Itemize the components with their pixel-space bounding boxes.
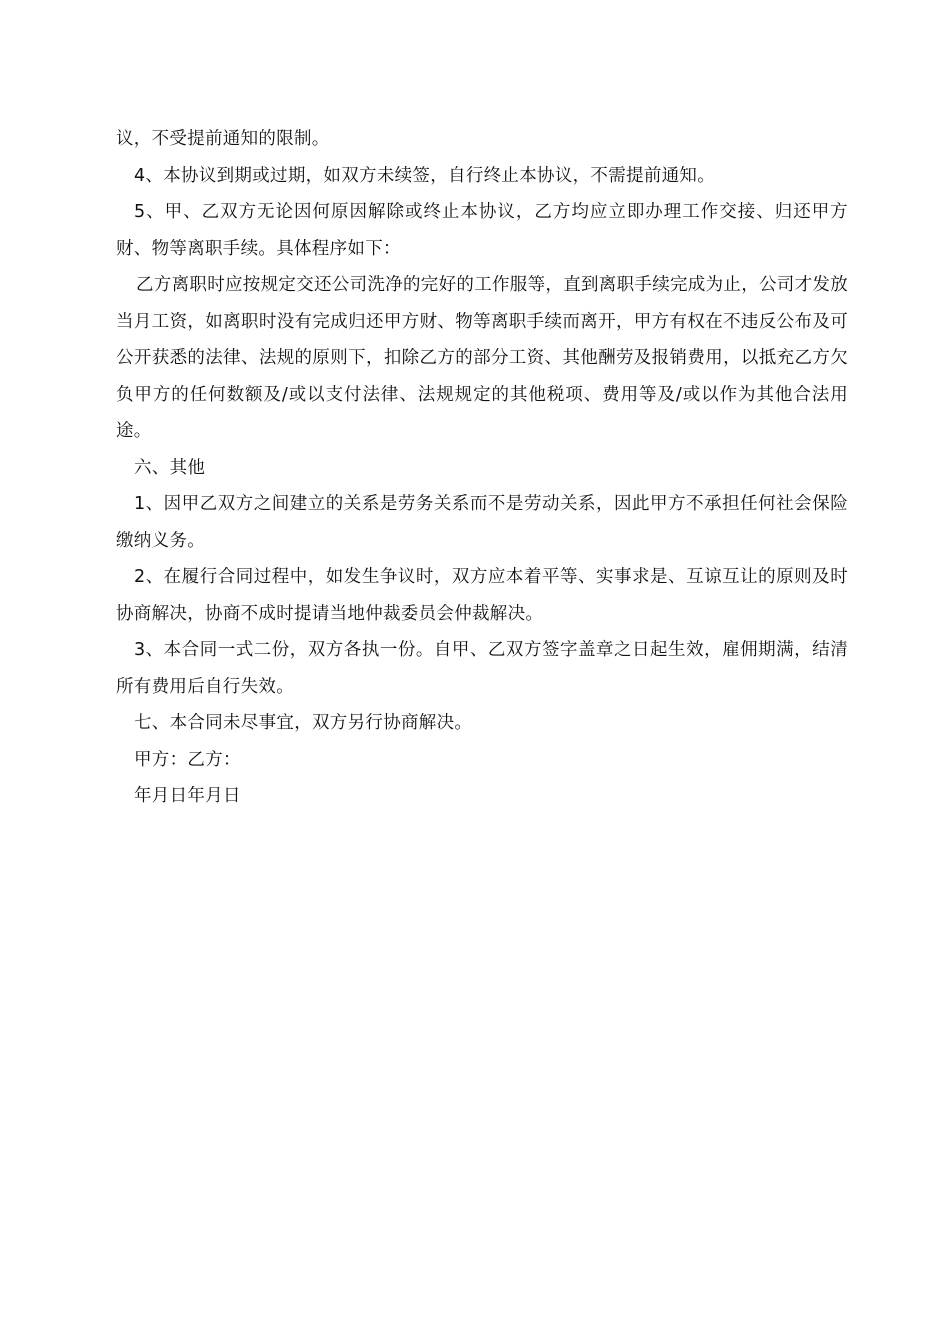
paragraph-clause-4: 4、本协议到期或过期，如双方未续签，自行终止本协议，不需提前通知。 bbox=[134, 165, 716, 186]
paragraph-other-1: 1、因甲乙双方之间建立的关系是劳务关系而不是劳动关系，因此甲方不承担任何社会保险缴纳义务。 bbox=[116, 494, 848, 551]
signature-dates: 年月日年月日 bbox=[134, 786, 241, 806]
paragraph-departure-procedure: 乙方离职时应按规定交还公司洗净的完好的工作服等，直到离职手续完成为止，公司才发放当月工资，如离职时没有完成归还甲方财、物等离职手续而离开，甲方有权在不违反公布及可公开获悉的法律、法规的原则下，扣除乙方的部分工资、其他酬劳及报销费用，以抵充乙方欠负甲方的任何数额及/或以支付法律、法规规定的其他税项、费用等及/或以作为其他合法用途。 bbox=[116, 275, 848, 441]
paragraph-clause-5: 5、甲、乙双方无论因何原因解除或终止本协议，乙方均应立即办理工作交接、归还甲方财、物等离职手续。具体程序如下： bbox=[116, 202, 848, 259]
section-heading-other: 六、其他 bbox=[134, 457, 206, 478]
document-body bbox=[116, 121, 848, 815]
paragraph-continuation: 议，不受提前通知的限制。 bbox=[116, 129, 330, 149]
paragraph-other-3: 3、本合同一式二份，双方各执一份。自甲、乙双方签字盖章之日起生效，雇佣期满，结清所有费用后自行失效。 bbox=[116, 640, 848, 697]
paragraph-other-2: 2、在履行合同过程中，如发生争议时，双方应本着平等、实事求是、互谅互让的原则及时协商解决，协商不成时提请当地仲裁委员会仲裁解决。 bbox=[116, 567, 848, 624]
section-seven: 七、本合同未尽事宜，双方另行协商解决。 bbox=[134, 713, 473, 733]
signature-parties: 甲方：乙方： bbox=[134, 749, 241, 770]
